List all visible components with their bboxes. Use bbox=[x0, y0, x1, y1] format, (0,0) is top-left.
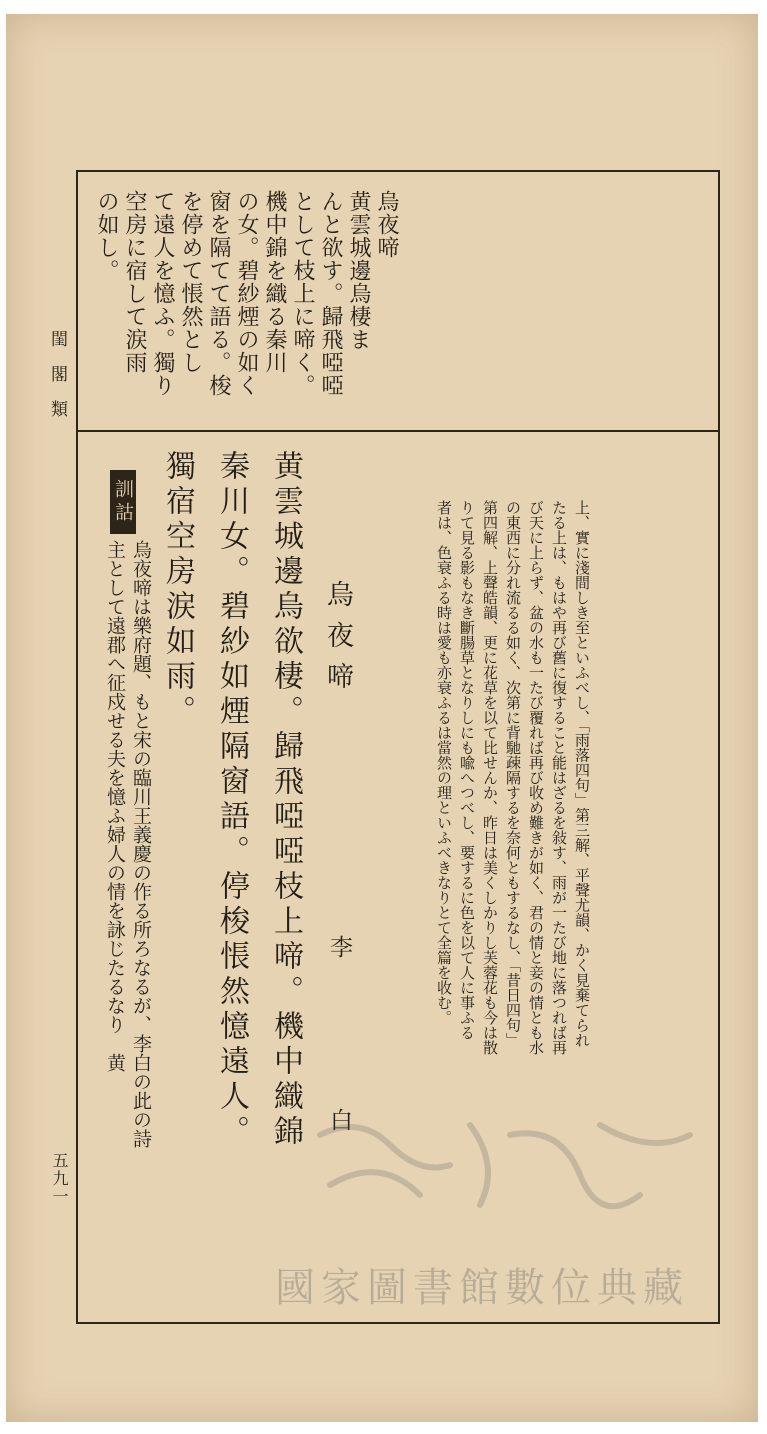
note-text: 烏夜啼は樂府題、もと宋の臨川王義慶の作る所ろなるが、李白の此の詩 主として遠郡へ征戍せる夫を憶ふ婦人の情を詠じたるなり 黄 bbox=[104, 540, 152, 1148]
page-number: 五九一 bbox=[50, 1152, 69, 1206]
poem-body: 黄雲城邊烏欲棲。歸飛啞啞枝上啼。機中織錦 秦川女。碧紗如煙隔窗語。停梭悵然憶遠人。 獨宿空房涙如雨。 bbox=[160, 450, 303, 1150]
poem-title: 烏夜啼 bbox=[322, 580, 353, 703]
watermark-text: 國家圖書館數位典藏 bbox=[275, 1265, 689, 1311]
section-title: 閨閣類 bbox=[47, 330, 67, 435]
watermark-seal-icon bbox=[300, 1105, 710, 1225]
frame-divider bbox=[78, 430, 718, 432]
commentary-text: 上、實に淺間しき至といふべし、「雨落四句」第三解、平聲尤韻、かく見棄てられ たる上は、もはや再び舊に復すること能はざるを敍す、雨が一たび地に落つれば再 び天に上らず、盆の水も一たび覆れば再び收め難きが如く、君の情と妾の情とも水 の東西に分れ流るる如く、次第に背馳疎隔するを奈何ともするなし、「昔日四句」 第四解、上聲皓韻、更に花草を以て比せんか、昨日は美くしかりし芙蓉花も今は散 りて見る影もなき斷腸草となりしにも喩へつべし、要するに色を以て人に事ふる 者は、色衰ふる時は愛も亦衰ふるは當然の理といふべきなりとて全篇を收む。 bbox=[435, 500, 591, 1055]
note-label-badge: 訓詁 bbox=[110, 470, 136, 534]
gloss-translation: 烏夜啼 黄雲城邊烏棲ま んと欲す。歸飛啞啞 として枝上に啼く。 機中錦を織る秦川 の女。碧紗煙の如く 窗を隔てて語る。梭 を停めて悵然とし て遠人を憶ふ。獨り 空房に宿して涙雨 の如し。 bbox=[94, 190, 399, 397]
poem-author: 李白 bbox=[326, 935, 352, 1281]
